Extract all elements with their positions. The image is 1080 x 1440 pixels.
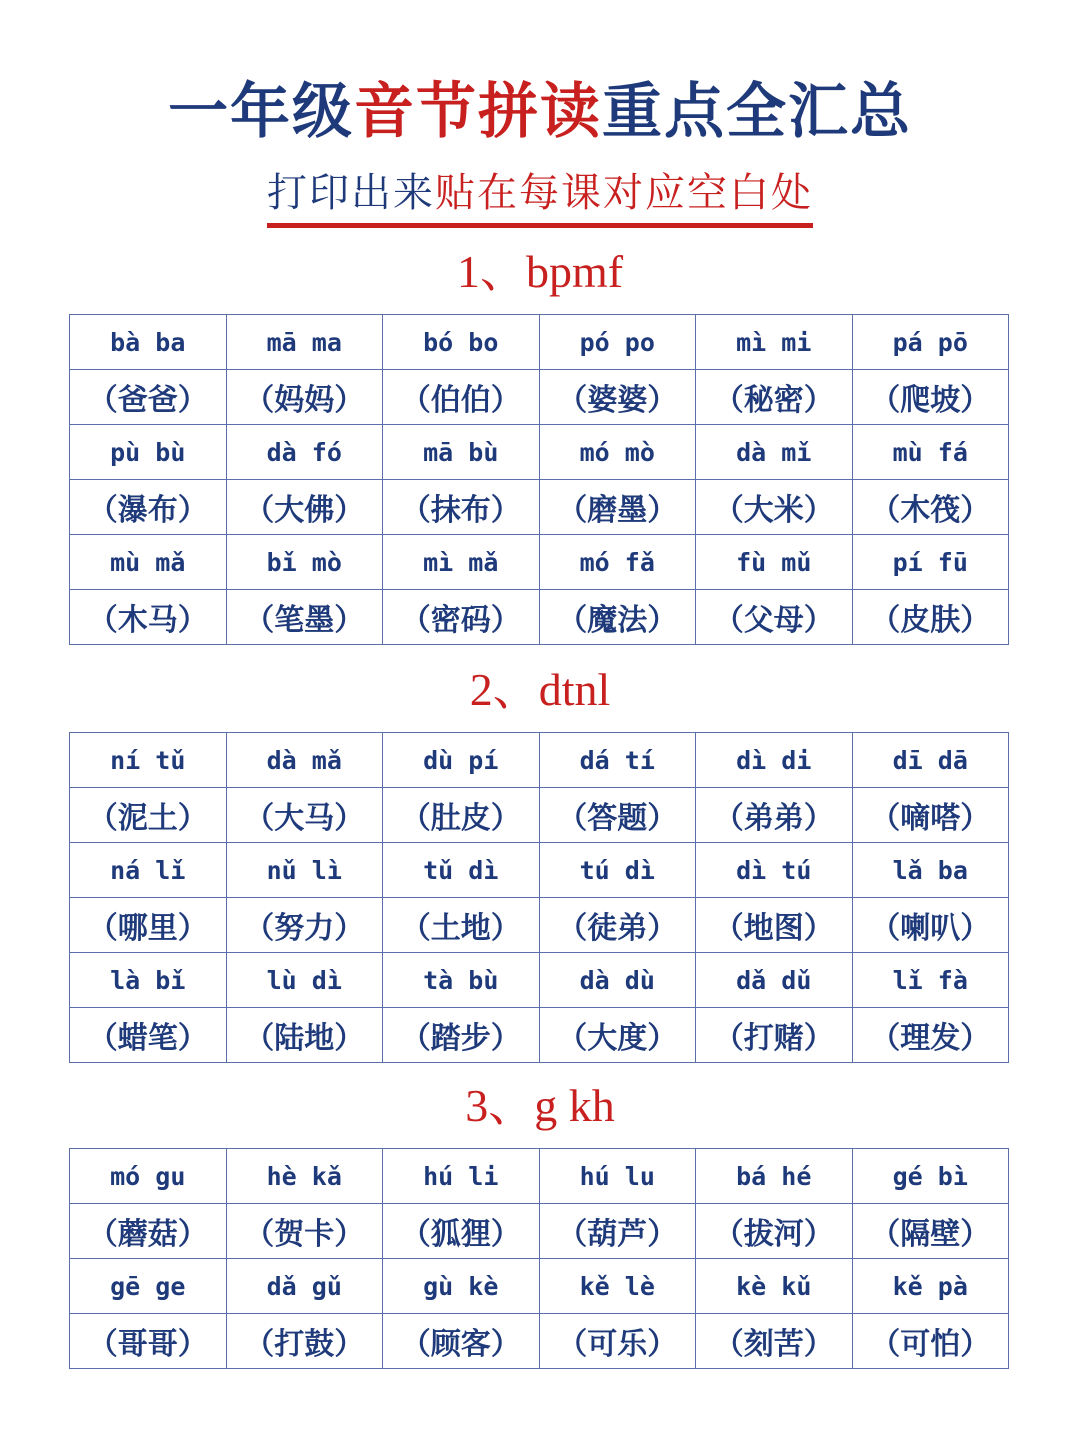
pinyin-cell: ná lǐ [70,843,227,898]
subtitle-part-1: 打印出来 [267,170,435,216]
hanzi-cell: （磨墨） [539,480,696,535]
hanzi-cell: （贺卡） [226,1204,383,1259]
hanzi-cell: （哪里） [70,898,227,953]
pinyin-cell: lǐ fà [852,953,1009,1008]
hanzi-cell: （皮肤） [852,590,1009,645]
hanzi-row [70,590,1009,645]
pinyin-row [70,535,1009,590]
section-2-heading: 2、dtnl [469,664,611,715]
pinyin-cell: bá hé [696,1149,853,1204]
hanzi-cell: （拔河） [696,1204,853,1259]
pinyin-cell: dù pí [383,733,540,788]
pinyin-cell: dà dù [539,953,696,1008]
subtitle-part-2: 贴在每课对应空白处 [435,170,813,216]
hanzi-cell: （地图） [696,898,853,953]
section-2-table [69,732,1009,1063]
pinyin-row [70,315,1009,370]
pinyin-cell: bǐ mò [226,535,383,590]
pinyin-cell: dá tí [539,733,696,788]
pinyin-cell: tú dì [539,843,696,898]
hanzi-cell: （喇叭） [852,898,1009,953]
pinyin-cell: gé bì [852,1149,1009,1204]
hanzi-row [70,788,1009,843]
pinyin-cell: dǎ dǔ [696,953,853,1008]
hanzi-cell: （土地） [383,898,540,953]
pinyin-cell: mì mǎ [383,535,540,590]
hanzi-cell: （陆地） [226,1008,383,1063]
pinyin-cell: tǔ dì [383,843,540,898]
pinyin-cell: pù bù [70,425,227,480]
pinyin-cell: pí fū [852,535,1009,590]
hanzi-cell: （答题） [539,788,696,843]
pinyin-row [70,953,1009,1008]
pinyin-cell: fù mǔ [696,535,853,590]
pinyin-cell: kě pà [852,1259,1009,1314]
pinyin-cell: dì tú [696,843,853,898]
hanzi-cell: （大马） [226,788,383,843]
hanzi-cell: （打赌） [696,1008,853,1063]
title-part-1: 一年级 [168,77,354,147]
hanzi-cell: （爬坡） [852,370,1009,425]
pinyin-cell: hú li [383,1149,540,1204]
hanzi-cell: （刻苦） [696,1314,853,1369]
pinyin-cell: mā ma [226,315,383,370]
hanzi-cell: （婆婆） [539,370,696,425]
pinyin-cell: hè kǎ [226,1149,383,1204]
pinyin-cell: lǎ ba [852,843,1009,898]
hanzi-row [70,1314,1009,1369]
pinyin-cell: dà mǐ [696,425,853,480]
hanzi-cell: （可怕） [852,1314,1009,1369]
pinyin-cell: pá pō [852,315,1009,370]
pinyin-cell: bà ba [70,315,227,370]
section-1-table [69,314,1009,645]
hanzi-cell: （狐狸） [383,1204,540,1259]
page-title [0,70,1080,154]
hanzi-cell: （泥土） [70,788,227,843]
hanzi-cell: （顾客） [383,1314,540,1369]
pinyin-cell: gē ge [70,1259,227,1314]
hanzi-cell: （蜡笔） [70,1008,227,1063]
hanzi-cell: （哥哥） [70,1314,227,1369]
hanzi-cell: （徒弟） [539,898,696,953]
pinyin-cell: là bǐ [70,953,227,1008]
hanzi-cell: （抹布） [383,480,540,535]
title-part-3: 重点全汇总 [602,77,912,147]
hanzi-row [70,1008,1009,1063]
hanzi-cell: （努力） [226,898,383,953]
pinyin-cell: mó mò [539,425,696,480]
hanzi-cell: （踏步） [383,1008,540,1063]
pinyin-row [70,1149,1009,1204]
hanzi-row [70,370,1009,425]
pinyin-cell: mù fá [852,425,1009,480]
pinyin-cell: hú lu [539,1149,696,1204]
hanzi-cell: （木马） [70,590,227,645]
pinyin-cell: kě lè [539,1259,696,1314]
title-part-2: 音节拼读 [354,77,602,147]
hanzi-cell: （可乐） [539,1314,696,1369]
pinyin-cell: mì mi [696,315,853,370]
hanzi-row [70,480,1009,535]
pinyin-cell: lù dì [226,953,383,1008]
hanzi-cell: （理发） [852,1008,1009,1063]
hanzi-cell: （父母） [696,590,853,645]
pinyin-row [70,843,1009,898]
hanzi-row [70,898,1009,953]
pinyin-cell: dà fó [226,425,383,480]
hanzi-cell: （妈妈） [226,370,383,425]
hanzi-cell: （大度） [539,1008,696,1063]
hanzi-cell: （伯伯） [383,370,540,425]
pinyin-cell: mó gu [70,1149,227,1204]
hanzi-cell: （木筏） [852,480,1009,535]
pinyin-cell: bó bo [383,315,540,370]
pinyin-cell: tà bù [383,953,540,1008]
pinyin-cell: kè kǔ [696,1259,853,1314]
pinyin-row [70,733,1009,788]
pinyin-cell: dà mǎ [226,733,383,788]
hanzi-cell: （嘀嗒） [852,788,1009,843]
pinyin-cell: mó fǎ [539,535,696,590]
pinyin-cell: pó po [539,315,696,370]
pinyin-cell: nǔ lì [226,843,383,898]
pinyin-row [70,1259,1009,1314]
pinyin-row [70,425,1009,480]
section-3-table [69,1148,1009,1369]
hanzi-cell: （肚皮） [383,788,540,843]
section-1-heading: 1、bpmf [456,246,624,297]
hanzi-cell: （蘑菇） [70,1204,227,1259]
hanzi-cell: （隔壁） [852,1204,1009,1259]
hanzi-cell: （爸爸） [70,370,227,425]
hanzi-row [70,1204,1009,1259]
page-subtitle [0,165,1080,228]
pinyin-cell: dǎ gǔ [226,1259,383,1314]
hanzi-cell: （弟弟） [696,788,853,843]
pinyin-cell: mā bù [383,425,540,480]
hanzi-cell: （打鼓） [226,1314,383,1369]
hanzi-cell: （密码） [383,590,540,645]
pinyin-cell: gù kè [383,1259,540,1314]
hanzi-cell: （大佛） [226,480,383,535]
pinyin-cell: dì di [696,733,853,788]
hanzi-cell: （笔墨） [226,590,383,645]
hanzi-cell: （葫芦） [539,1204,696,1259]
hanzi-cell: （魔法） [539,590,696,645]
pinyin-cell: dī dā [852,733,1009,788]
hanzi-cell: （瀑布） [70,480,227,535]
hanzi-cell: （秘密） [696,370,853,425]
section-3-heading: 3、g kh [465,1080,615,1131]
hanzi-cell: （大米） [696,480,853,535]
pinyin-cell: mù mǎ [70,535,227,590]
pinyin-cell: ní tǔ [70,733,227,788]
